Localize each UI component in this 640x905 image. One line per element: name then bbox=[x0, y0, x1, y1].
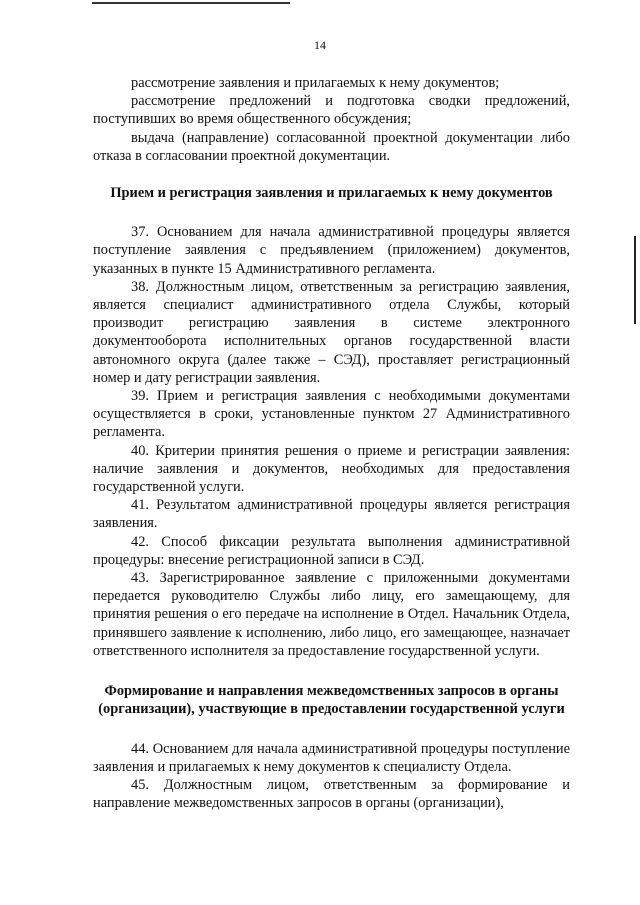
paragraph-41: 41. Результатом административной процедуры является регистрация заявления. bbox=[93, 497, 570, 532]
paragraph-40: 40. Критерии принятия решения о приеме и регистрации заявления: наличие заявления и документов, необходимых для предоставления государственной услуги. bbox=[93, 442, 570, 496]
paragraph-42: 42. Способ фиксации результата выполнения административной процедуры: внесение регистрационной записи в СЭД. bbox=[93, 533, 570, 568]
paragraph-45: 45. Должностным лицом, ответственным за формирование и направление межведомственных запросов в органы (организации), bbox=[93, 776, 570, 812]
document-body bbox=[93, 74, 570, 812]
intro-item: рассмотрение заявления и прилагаемых к нему документов; bbox=[131, 75, 500, 91]
paragraph-38: 38. Должностным лицом, ответственным за регистрацию заявления, является специалист административного отдела Службы, который производит регистрацию заявления в системе электронного документооборота исполнительных органов государственной власти автономного округа (далее также – СЭД), проставляет регистрационный номер и дату регистрации заявления. bbox=[93, 278, 570, 386]
section-heading-reception bbox=[93, 184, 570, 202]
section-heading-text: Формирование и направления межведомственных запросов в органы (организации), участвующие в предоставлении государственной услуги bbox=[98, 683, 565, 718]
scan-artifact-right-mark bbox=[634, 236, 636, 324]
intro-item: выдача (направление) согласованной проектной документации либо отказа в согласовании проектной документации. bbox=[93, 129, 570, 164]
section-heading-text: Прием и регистрация заявления и прилагаемых к нему документов bbox=[110, 185, 553, 202]
page-number: 14 bbox=[314, 38, 326, 52]
scan-artifact-top-line bbox=[92, 2, 290, 4]
paragraph-43: 43. Зарегистрированное заявление с приложенными документами передается руководителю Службы либо лицу, его замещающему, для принятия решения о его передаче на исполнение в Отдел. Начальник Отдела, принявшего заявление к исполнению, либо лицо, его замещающее, назначает ответственного исполнителя за предоставление государственной услуги. bbox=[93, 570, 570, 659]
intro-item: рассмотрение предложений и подготовка сводки предложений, поступивших во время общественного обсуждения; bbox=[93, 93, 570, 128]
paragraph-39: 39. Прием и регистрация заявления с необходимыми документами осуществляется в сроки, установленные пунктом 27 Административного регламента. bbox=[93, 388, 570, 441]
paragraph-37: 37. Основанием для начала административной процедуры является поступление заявления с предъявлением (приложением) документов, указанных в пункте 15 Административного регламента. bbox=[93, 224, 570, 277]
paragraph-44: 44. Основанием для начала административной процедуры поступление заявления и прилагаемых к нему документов к специалисту Отдела. bbox=[93, 740, 570, 775]
section-heading-interagency-requests bbox=[93, 682, 570, 718]
